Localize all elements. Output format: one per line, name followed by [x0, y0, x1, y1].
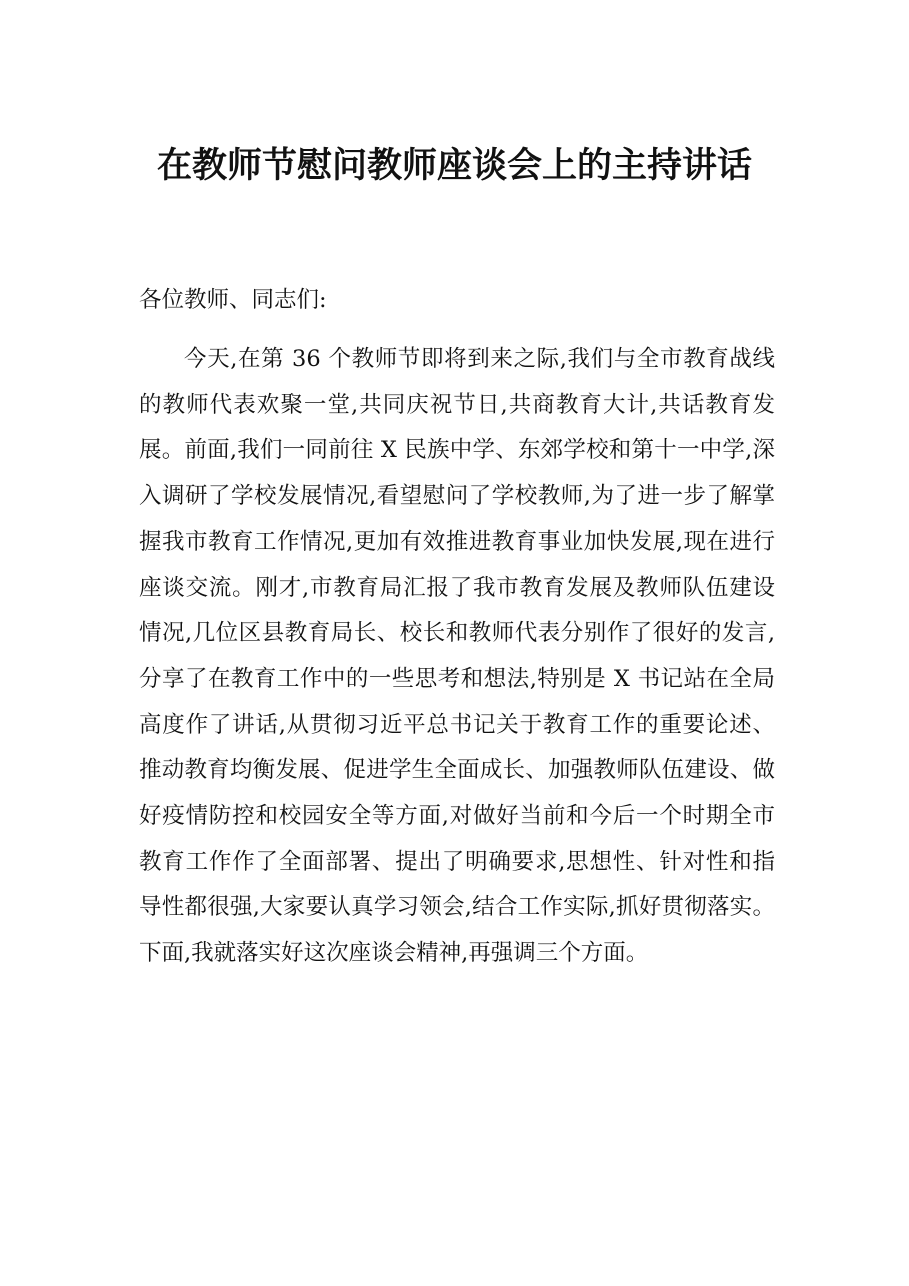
body-paragraph: 今天,在第 36 个教师节即将到来之际,我们与全市教育战线的教师代表欢聚一堂,共同庆祝节日,共商教育大计,共话教育发展。前面,我们一同前往 X 民族中学、东郊学校和第十一中学,深入调研了学校发展情况,看望慰问了学校教师,为了进一步了解掌握我市教育工作情况,更加有效推进教育事业加快发展,现在进行座谈交流。刚才,市教育局汇报了我市教育发展及教师队伍建设情况,几位区县教育局长、校长和教师代表分别作了很好的发言,分享了在教育工作中的一些思考和想法,特别是 X 书记站在全局高度作了讲话,从贯彻习近平总书记关于教育工作的重要论述、推动教育均衡发展、促进学生全面成长、加强教师队伍建设、做好疫情防控和校园安全等方面,对做好当前和今后一个时期全市教育工作作了全面部署、提出了明确要求,思想性、针对性和指导性都很强,大家要认真学习领会,结合工作实际,抓好贯彻落实。下面,我就落实好这次座谈会精神,再强调三个方面。	[139, 346, 775, 967]
salutation: 各位教师、同志们:	[139, 287, 327, 313]
document-title: 在教师节慰问教师座谈会上的主持讲话	[156, 145, 752, 186]
